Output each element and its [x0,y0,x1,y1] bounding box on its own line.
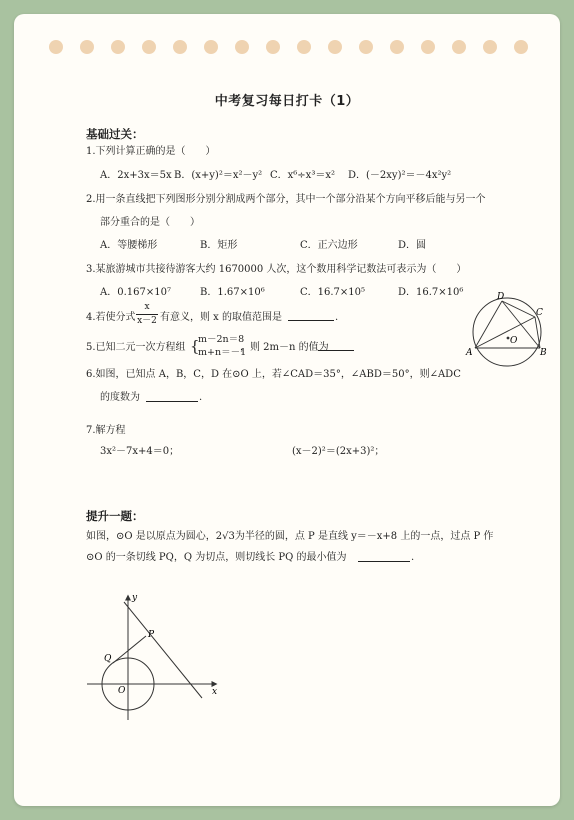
q5-prefix: 5.已知二元一次方程组 [86,342,186,353]
q5-equation-1: m－2n＝8 [198,334,245,345]
center-point-o [507,337,510,340]
circle-o [473,298,541,366]
q2-option-c: C．正六边形 [300,240,358,251]
segment-dc [502,301,535,317]
label-b: B [540,348,547,358]
q2-option-a: A．等腰梯形 [100,240,158,251]
q1-option-a: A．2x+3x＝5x [100,170,172,181]
binder-hole [235,40,249,54]
q5-suffix: ，则 2m－n 的值为 [240,342,329,353]
label-a: A [466,348,473,358]
binder-hole [142,40,156,54]
q3-option-d: D．16.7×10⁶ [398,287,464,298]
binder-hole [80,40,94,54]
section-advanced-title: 提升一题： [86,509,144,523]
q3-option-c: C．16.7×10⁵ [300,287,366,298]
q5-equation-2: m+n＝－1 [198,347,247,358]
q4-fraction-numerator: x [144,302,150,312]
q6-stem-line1: 6.如图，已知点 A，B，C，D 在⊙O 上，若∠CAD＝35°，∠ABD＝50°，则∠ADC [86,369,461,380]
binder-hole [266,40,280,54]
q3-option-b: B．1.67×10⁶ [200,287,265,298]
q8-coordinate-figure [84,590,224,726]
q4-answer-blank [288,320,334,321]
q1-stem: 1.下列计算正确的是（ ） [86,146,216,157]
q5-answer-blank [318,350,354,351]
q6-circle-figure [462,290,554,376]
q4-suffix: 有意义，则 x 的取值范围是 [160,312,282,323]
binder-hole [452,40,466,54]
q8-period: . [411,552,415,563]
binder-hole [111,40,125,54]
binder-hole [421,40,435,54]
q4-fraction-denominator: x－2 [137,316,157,326]
q8-answer-blank [358,561,410,562]
q6-answer-blank [146,401,198,402]
q5-brace: { [190,337,200,355]
q2-option-d: D．圆 [398,240,427,251]
binder-hole [49,40,63,54]
label-o: O [118,686,126,696]
q7-stem: 7.解方程 [86,425,126,436]
q6-period: . [199,392,203,403]
label-o: O [510,336,518,346]
q4-fraction-bar [136,314,158,315]
q8-stem-line1: 如图，⊙O 是以原点为圆心，2√3为半径的圆，点 P 是直线 y＝－x+8 上的一点，过点 P 作 [86,531,494,542]
segment-db [502,301,540,348]
binder-hole [483,40,497,54]
binder-hole [359,40,373,54]
q3-stem: 3.某旅游城市共接待游客大约 1670000 人次，这个数用科学记数法可表示为（ ） [86,264,467,275]
binder-hole [390,40,404,54]
q7-equation-1: 3x²－7x+4＝0； [100,446,180,457]
label-x: x [212,687,218,697]
q1-option-c: C．x⁶÷x³＝x² [270,170,335,181]
label-q: Q [104,654,112,664]
q4-period: . [335,312,339,323]
binder-hole [173,40,187,54]
q1-option-d: D．(－2xy)²＝－4x²y² [348,170,452,181]
q2-option-b: B．矩形 [200,240,238,251]
q8-stem-line2: ⊙O 的一条切线 PQ，Q 为切点，则切线长 PQ 的最小值为 [86,552,347,563]
q4-prefix: 4.若使分式 [86,312,136,323]
binder-hole [297,40,311,54]
section-basic-title: 基础过关： [86,127,144,141]
q2-stem-line1: 2.用一条直线把下列图形分别分割成两个部分，其中一个部分沿某个方向平移后能与另一个 [86,194,486,205]
binder-hole [514,40,528,54]
q2-stem-line2: 部分重合的是（ ） [100,217,200,228]
q6-stem-line2: 的度数为 [100,392,140,403]
label-y: y [132,593,138,603]
page-title: 中考复习每日打卡（1） [214,94,360,109]
binder-hole [328,40,342,54]
label-d: D [497,292,505,302]
q1-option-b: B．(x+y)²＝x²－y² [174,170,263,181]
label-c: C [536,308,543,318]
binder-hole [204,40,218,54]
q7-equation-2: (x－2)²＝(2x+3)²； [292,446,385,457]
q3-option-a: A．0.167×10⁷ [100,287,171,298]
tangent-pq [113,636,146,663]
binder-holes [0,40,574,56]
label-p: P [148,630,155,640]
